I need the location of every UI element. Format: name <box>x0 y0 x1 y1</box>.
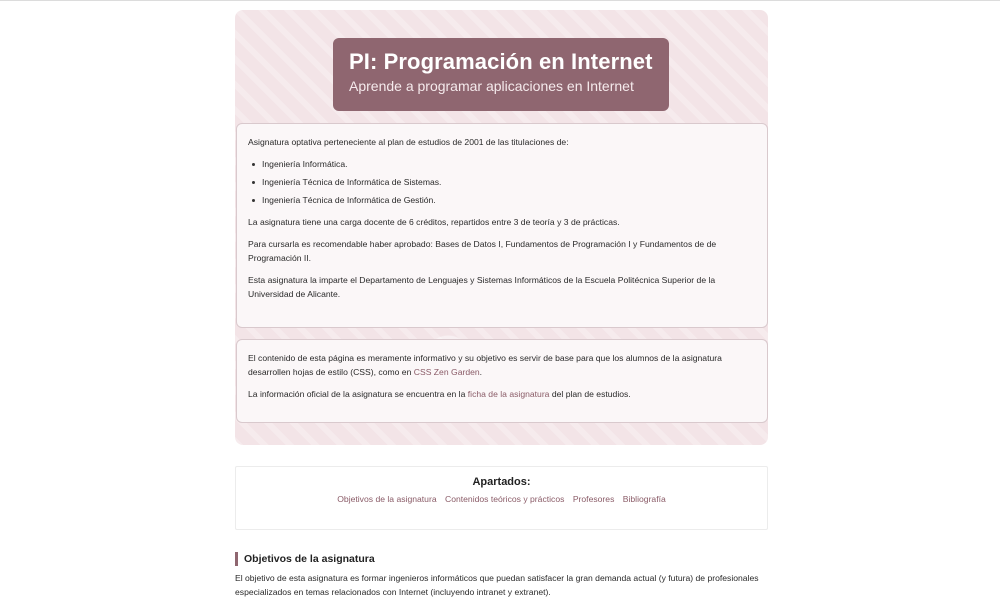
sections-heading: Apartados: <box>472 476 531 488</box>
nav-link-bibliography[interactable]: Bibliografía <box>622 494 666 504</box>
objectives-text: El objetivo de esta asignatura es formar ingenieros informáticos que puedan satisfacer la gran demanda actual (y futura) de profesionales especializados en temas relacionados con Internet (incluyendo intranet y extranet). <box>235 573 759 597</box>
header-title-box <box>333 38 669 111</box>
intro-card <box>236 123 768 328</box>
notice-text-end: . <box>479 367 483 377</box>
official-info-text: La información oficial de la asignatura se encuentra en la <box>248 389 468 399</box>
page-title: PI: Programación en Internet <box>349 49 653 74</box>
prerequisites-paragraph: Para cursarla es recomendable haber aprobado: Bases de Datos I, Fundamentos de Programación I y Fundamentos de de Programación II. <box>248 239 717 263</box>
list-item: Ingeniería Informática. <box>251 157 756 171</box>
page-subtitle: Aprende a programar aplicaciones en Internet <box>349 78 634 94</box>
objectives-heading: Objetivos de la asignatura <box>235 552 375 566</box>
department-paragraph: Esta asignatura la imparte el Departamento de Lenguajes y Sistemas Informáticos de la Escuela Politécnica Superior de la Universidad de Alicante. <box>248 275 716 299</box>
degree-list <box>251 157 756 207</box>
credits-paragraph: La asignatura tiene una carga docente de 6 créditos, repartidos entre 3 de teoría y 3 de prácticas. <box>248 217 620 227</box>
list-item: Ingeniería Técnica de Informática de Sistemas. <box>251 175 756 189</box>
notice-text: El contenido de esta página es meramente informativo y su objetivo es servir de base para que los alumnos de la asignatura desarrollen hojas de estilo (CSS), como en <box>248 353 722 377</box>
official-info-text-end: del plan de estudios. <box>549 389 631 399</box>
nav-link-objectives[interactable]: Objetivos de la asignatura <box>337 494 437 504</box>
list-item: Ingeniería Técnica de Informática de Gestión. <box>251 193 756 207</box>
top-border <box>0 0 1000 1</box>
official-info-paragraph <box>248 387 756 401</box>
sections-links <box>236 494 767 504</box>
course-sheet-link[interactable]: ficha de la asignatura <box>467 389 550 399</box>
notice-paragraph <box>248 351 756 379</box>
intro-paragraph: Asignatura optativa perteneciente al plan de estudios de 2001 de las titulaciones de: <box>248 137 569 147</box>
nav-link-professors[interactable]: Profesores <box>572 494 615 504</box>
nav-link-contents[interactable]: Contenidos teóricos y prácticos <box>445 494 565 504</box>
sections-nav <box>235 466 768 530</box>
notice-card <box>236 339 768 423</box>
css-zen-garden-link[interactable]: CSS Zen Garden <box>413 367 480 377</box>
